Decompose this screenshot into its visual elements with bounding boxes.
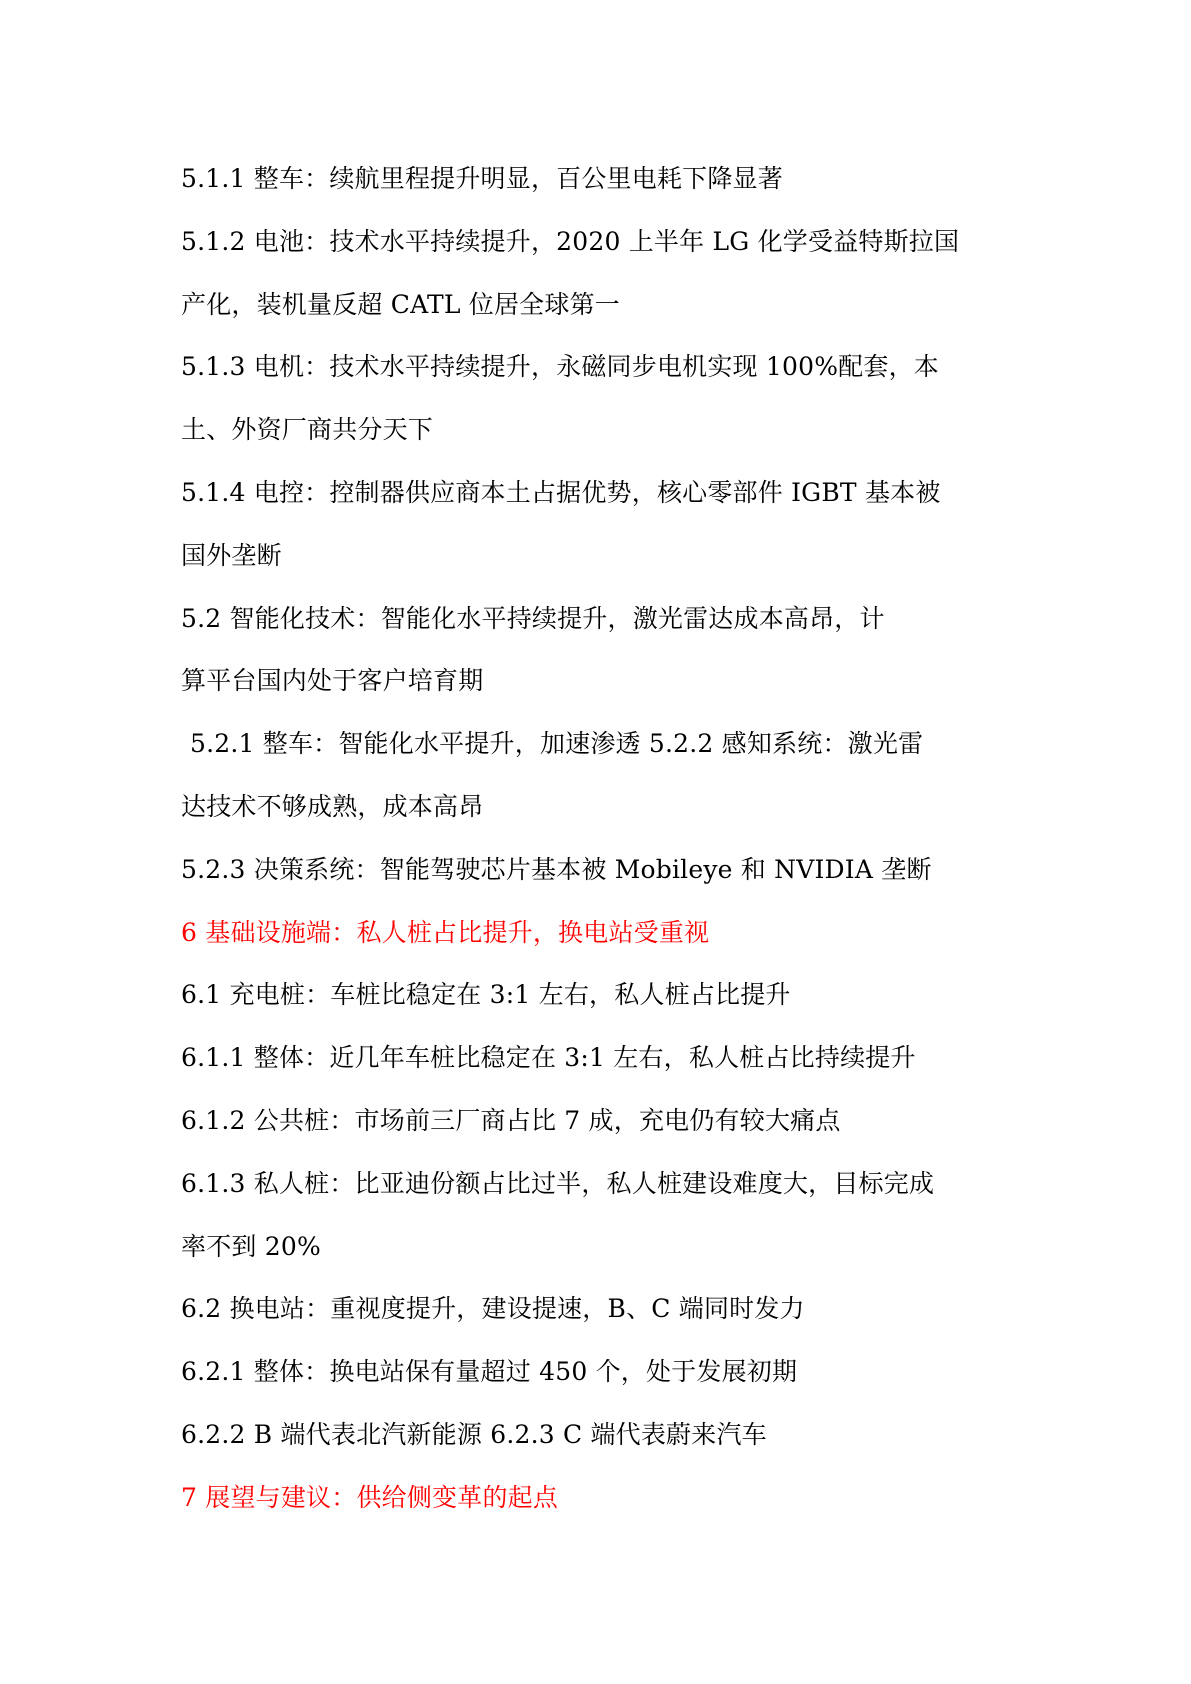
outline-line: 达技术不够成熟，成本高昂	[181, 791, 484, 821]
outline-line: 5.1.3 电机：技术水平持续提升，永磁同步电机实现 100%配套，本	[181, 352, 939, 382]
section-heading: 7 展望与建议：供给侧变革的起点	[181, 1482, 559, 1512]
outline-line: 算平台国内处于客户培育期	[181, 666, 484, 696]
section-heading: 6 基础设施端：私人桩占比提升，换电站受重视	[181, 917, 710, 947]
outline-line: 6.1.3 私人桩：比亚迪份额占比过半，私人桩建设难度大，目标完成	[181, 1168, 935, 1198]
outline-line: 5.1.2 电池：技术水平持续提升，2020 上半年 LG 化学受益特斯拉国	[181, 226, 960, 256]
outline-line: 5.1.1 整车：续航里程提升明显，百公里电耗下降显著	[181, 164, 783, 193]
outline-line: 6.1.1 整体：近几年车桩比稳定在 3:1 左右，私人桩占比持续提升	[181, 1043, 916, 1073]
outline-line: 5.2.1 整车：智能化水平提升，加速渗透 5.2.2 感知系统：激光雷	[190, 729, 924, 759]
outline-line: 6.2.1 整体：换电站保有量超过 450 个，处于发展初期	[181, 1357, 798, 1387]
outline-line: 5.1.4 电控：控制器供应商本土占据优势，核心零部件 IGBT 基本被	[181, 477, 941, 507]
outline-line: 6.1.2 公共桩：市场前三厂商占比 7 成，充电仍有较大痛点	[181, 1105, 841, 1135]
outline-line: 产化，装机量反超 CATL 位居全球第一	[181, 289, 620, 319]
outline-line: 6.2 换电站：重视度提升，建设提速，B、C 端同时发力	[181, 1294, 805, 1324]
outline-line: 国外垄断	[181, 540, 282, 570]
outline-line: 6.2.2 B 端代表北汽新能源 6.2.3 C 端代表蔚来汽车	[181, 1419, 767, 1449]
outline-line: 6.1 充电桩：车桩比稳定在 3:1 左右，私人桩占比提升	[181, 980, 791, 1010]
outline-line: 土、外资厂商共分天下	[181, 415, 434, 445]
outline-line: 5.2 智能化技术：智能化水平持续提升，激光雷达成本高昂，计	[181, 603, 885, 633]
outline-line: 5.2.3 决策系统：智能驾驶芯片基本被 Mobileye 和 NVIDIA 垄断	[181, 854, 932, 884]
document-body	[181, 148, 1021, 1530]
outline-line: 率不到 20%	[181, 1231, 321, 1261]
